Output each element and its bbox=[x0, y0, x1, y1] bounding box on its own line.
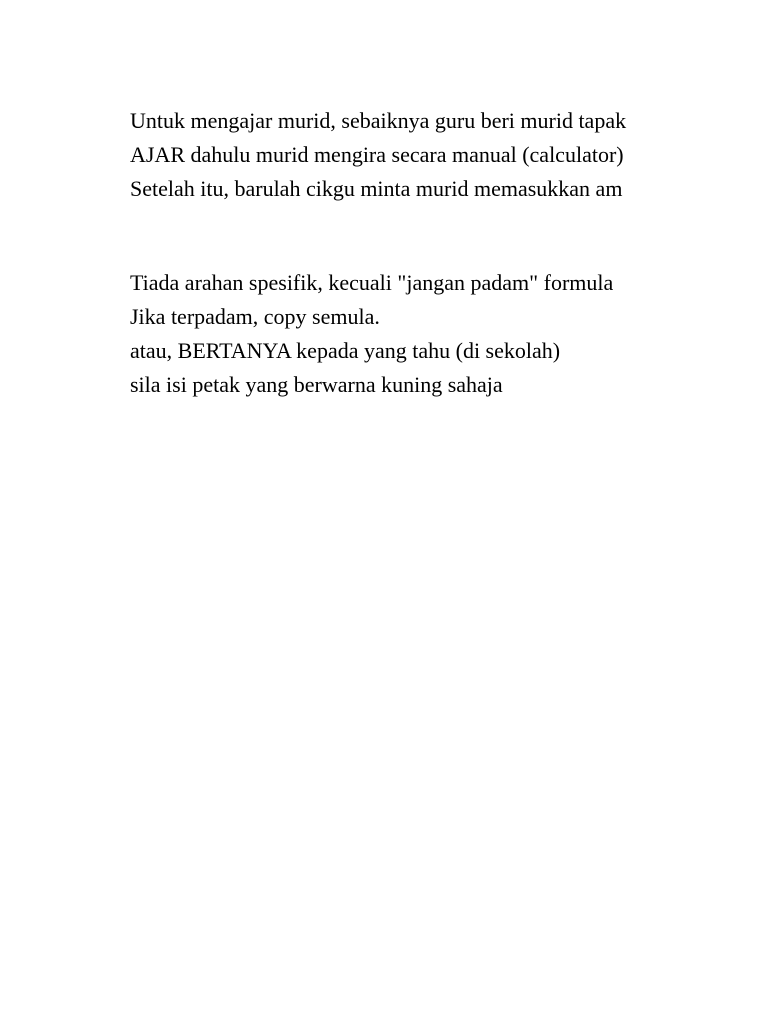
text-line: Untuk mengajar murid, sebaiknya guru beri murid tapak bbox=[130, 108, 627, 133]
text-line: Tiada arahan spesifik, kecuali "jangan padam" formula bbox=[130, 270, 614, 295]
text-line: Jika terpadam, copy semula. bbox=[130, 304, 380, 329]
paragraph-gap bbox=[130, 206, 690, 266]
text-line: sila isi petak yang berwarna kuning sahaja bbox=[130, 372, 503, 397]
text-line: atau, BERTANYA kepada yang tahu (di sekolah) bbox=[130, 338, 561, 363]
text-line: Setelah itu, barulah cikgu minta murid memasukkan am bbox=[130, 176, 623, 201]
text-line: AJAR dahulu murid mengira secara manual (calculator) bbox=[130, 142, 624, 167]
document-text bbox=[130, 104, 690, 402]
